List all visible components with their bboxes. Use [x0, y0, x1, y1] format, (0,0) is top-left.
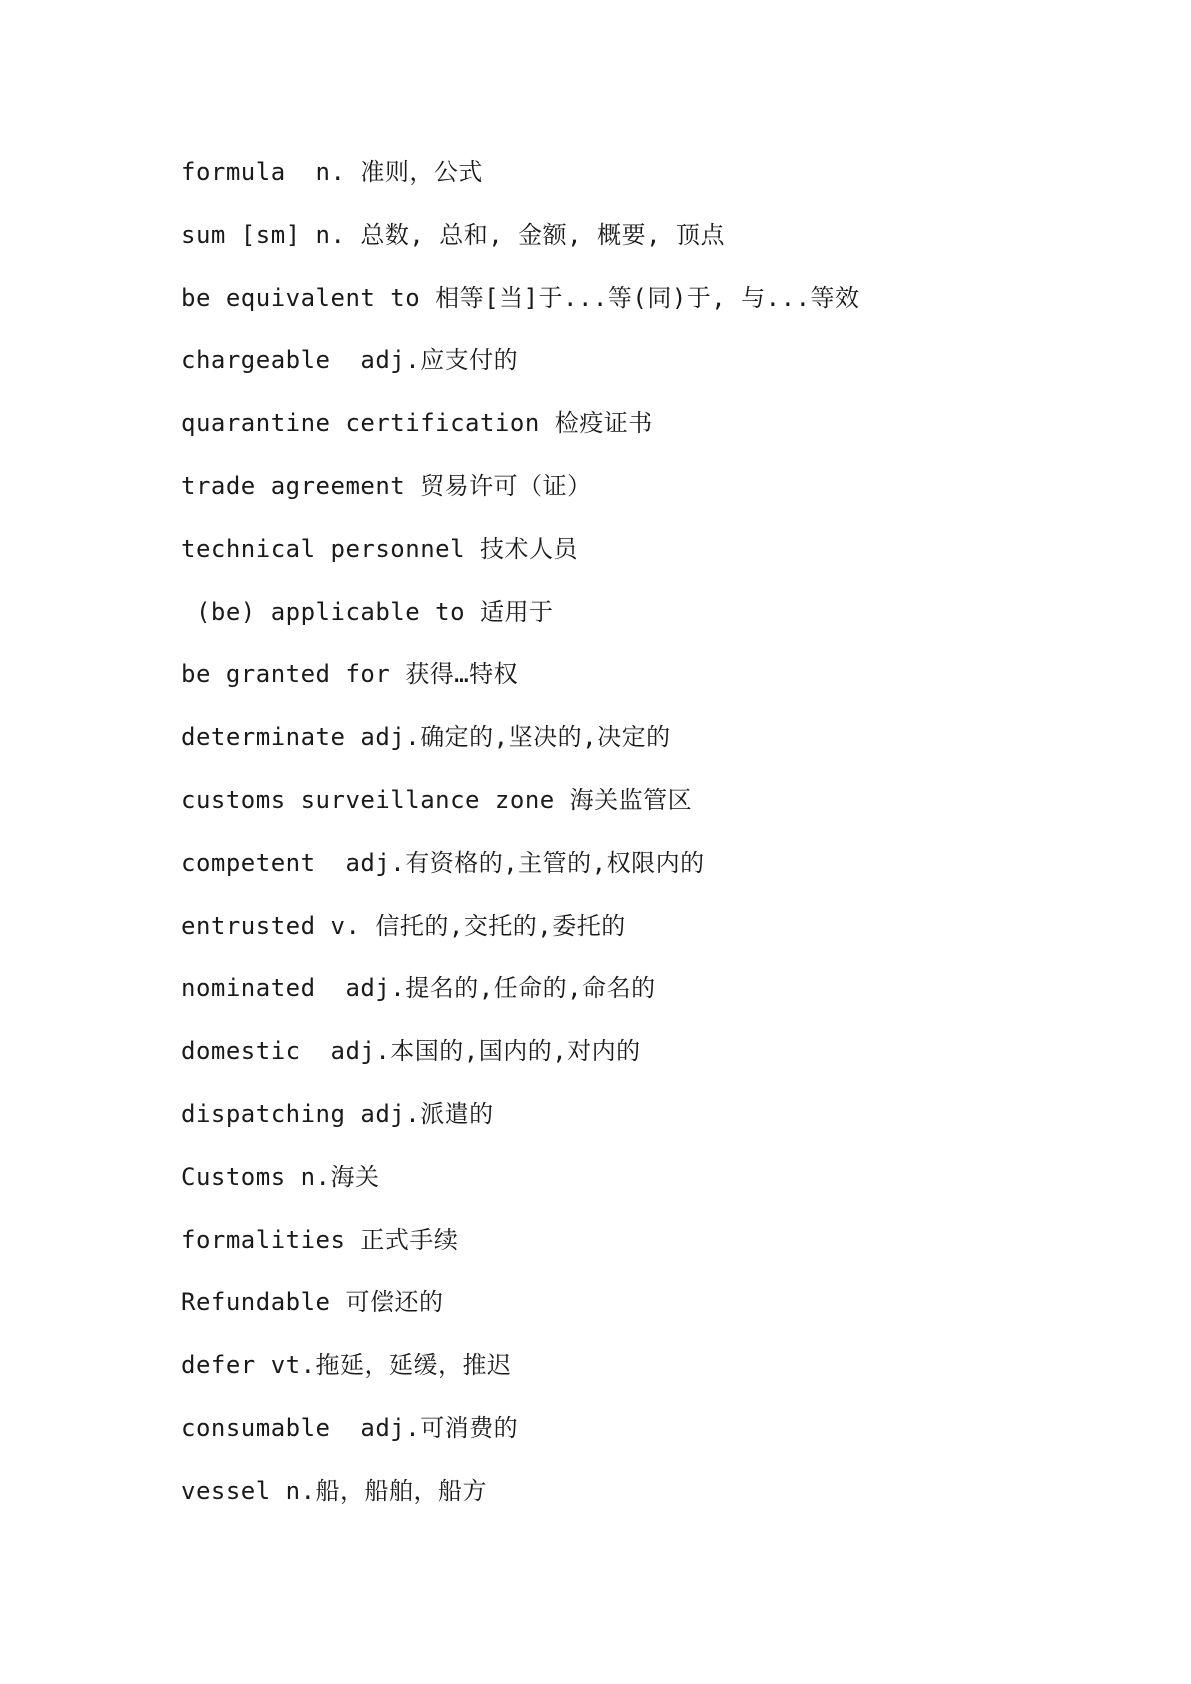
- vocab-text: (be) applicable to 适用于: [181, 597, 554, 626]
- vocab-text: competent adj.有资格的,主管的,权限内的: [181, 848, 705, 877]
- vocab-text: sum [sm] n. 总数, 总和, 金额, 概要, 顶点: [181, 220, 725, 249]
- vocab-text: formula n. 准则，公式: [181, 158, 483, 186]
- vocab-text: domestic adj.本国的,国内的,对内的: [181, 1037, 641, 1066]
- vocab-text: chargeable adj.应支付的: [181, 346, 519, 375]
- vocab-text: be equivalent to 相等[当]于...等(同)于, 与...等效: [181, 283, 860, 312]
- vocab-entry: [181, 213, 1081, 276]
- vocab-entry: [181, 715, 1081, 778]
- vocab-entry: [181, 276, 1081, 339]
- vocab-entry: [181, 150, 1081, 213]
- vocab-text: formalities 正式手续: [181, 1225, 459, 1254]
- vocab-entry: [181, 652, 1081, 715]
- vocab-entry: [181, 464, 1081, 527]
- vocab-entry: [181, 1343, 1081, 1406]
- vocab-text: vessel n.船，船舶，船方: [181, 1476, 488, 1505]
- vocab-text: be granted for 获得…特权: [181, 660, 519, 689]
- vocabulary-list: [181, 150, 1081, 1532]
- vocab-entry: [181, 841, 1081, 904]
- vocab-entry: [181, 590, 1081, 653]
- vocab-text: technical personnel 技术人员: [181, 534, 578, 563]
- vocab-entry: [181, 1029, 1081, 1092]
- vocab-entry: [181, 338, 1081, 401]
- vocab-text: entrusted v. 信托的,交托的,委托的: [181, 911, 626, 940]
- vocab-entry: [181, 966, 1081, 1029]
- vocab-text: nominated adj.提名的,任命的,命名的: [181, 974, 656, 1003]
- vocab-text: consumable adj.可消费的: [181, 1413, 519, 1442]
- vocab-entry: [181, 1280, 1081, 1343]
- vocab-text: defer vt.拖延，延缓，推迟: [181, 1351, 512, 1380]
- vocab-text: customs surveillance zone 海关监管区: [181, 785, 693, 814]
- vocab-text: Refundable 可偿还的: [181, 1288, 444, 1317]
- vocab-entry: [181, 904, 1081, 967]
- vocab-entry: [181, 401, 1081, 464]
- vocab-entry: [181, 778, 1081, 841]
- vocab-entry: [181, 1218, 1081, 1281]
- vocab-text: trade agreement 贸易许可（证）: [181, 471, 592, 500]
- vocab-text: quarantine certification 检疫证书: [181, 409, 653, 438]
- vocab-entry: [181, 527, 1081, 590]
- vocab-text: Customs n.海关: [181, 1162, 380, 1191]
- vocab-entry: [181, 1406, 1081, 1469]
- vocab-text: determinate adj.确定的,坚决的,决定的: [181, 723, 671, 752]
- vocab-text: dispatching adj.派遣的: [181, 1099, 494, 1128]
- vocab-entry: [181, 1155, 1081, 1218]
- vocab-entry: [181, 1092, 1081, 1155]
- vocab-entry: [181, 1469, 1081, 1532]
